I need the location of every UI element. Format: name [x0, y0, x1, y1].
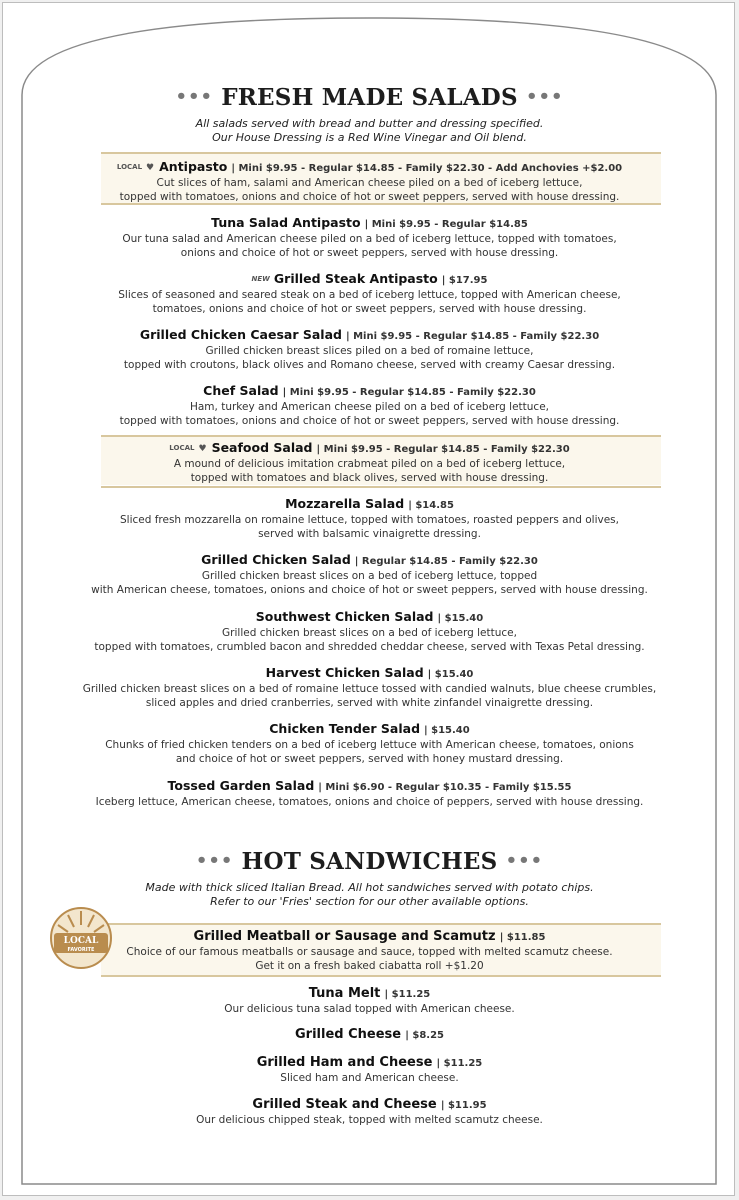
item-name: Chef Salad	[203, 383, 279, 398]
item-desc: Iceberg lettuce, American cheese, tomatoes, onions and choice of peppers, served with house dressing.	[95, 796, 644, 808]
item-desc: Sliced ham and American cheese.	[280, 1072, 459, 1084]
item-name: Tossed Garden Salad	[167, 778, 315, 793]
menu-item-harvest-chicken-salad	[0, 665, 739, 710]
item-desc: onions and choice of hot or sweet peppers, served with house dressing.	[180, 246, 559, 259]
item-price: | $15.40	[424, 725, 470, 736]
item-price: | $11.95	[440, 1100, 487, 1111]
menu-item-tuna-melt	[0, 986, 739, 1017]
item-name: Southwest Chicken Salad	[255, 609, 434, 624]
badge-text: FAVORITE	[67, 947, 95, 953]
item-name: Grilled Meatball or Sausage and Scamutz	[193, 929, 496, 944]
item-name: Grilled Cheese	[295, 1027, 402, 1042]
dots-left: •••	[175, 86, 213, 107]
item-desc: and choice of hot or sweet peppers, served with honey mustard dressing.	[175, 752, 564, 765]
item-desc: Cut slices of ham, salami and American cheese piled on a bed of iceberg lettuce,	[156, 177, 583, 189]
sandwiches-subtitle-line: Made with thick sliced Italian Bread. All hot sandwiches served with potato chips.	[145, 881, 594, 894]
item-price: | Mini $9.95 - Regular $14.85 - Family $22.30	[282, 387, 536, 398]
item-desc: Ham, turkey and American cheese piled on a bed of iceberg lettuce,	[189, 401, 550, 413]
item-name: Harvest Chicken Salad	[265, 665, 424, 680]
item-desc: Chunks of fried chicken tenders on a bed of iceberg lettuce with American cheese, tomatoes, onions	[105, 739, 634, 751]
badge-text: LOCAL	[63, 936, 99, 946]
item-price: | $17.95	[441, 275, 488, 286]
new-tag: NEW	[251, 275, 270, 283]
sandwiches-title: HOT SANDWICHES	[241, 848, 498, 875]
item-price: | Mini $9.95 - Regular $14.85 - Family $22.30 - Add Anchovies +$2.00	[231, 163, 623, 174]
item-price: | $15.40	[437, 613, 484, 624]
item-desc: with American cheese, tomatoes, onions and choice of hot or sweet peppers, served with house dressing.	[91, 583, 648, 596]
divider	[101, 435, 661, 437]
salads-subtitle-line: Our House Dressing is a Red Wine Vinegar and Oil blend.	[212, 131, 527, 144]
item-price: | $11.85	[499, 932, 546, 943]
salads-heading	[0, 84, 739, 111]
item-desc: served with balsamic vinaigrette dressing.	[258, 527, 481, 540]
item-price: | Mini $9.95 - Regular $14.85 - Family $22.30	[316, 444, 570, 455]
dots-left: •••	[195, 850, 234, 871]
item-name: Grilled Chicken Salad	[201, 552, 351, 567]
salads-subtitle-line: All salads served with bread and butter and dressing specified.	[195, 117, 544, 130]
menu-item-tuna-salad-antipasto	[0, 215, 739, 260]
heart-icon: ♥	[146, 163, 155, 173]
sandwiches-subtitle-line: Refer to our 'Fries' section for our other available options.	[210, 895, 529, 908]
menu-item-grilled-steak-antipasto	[0, 271, 739, 316]
menu-item-antipasto	[0, 159, 739, 204]
item-name: Seafood Salad	[211, 440, 313, 455]
menu-item-grilled-chicken-caesar-salad	[0, 327, 739, 372]
item-price: | $15.40	[427, 669, 474, 680]
item-price: | Mini $9.95 - Regular $14.85 - Family $22.30	[345, 331, 600, 342]
local-tag: LOCAL	[169, 444, 195, 452]
heart-icon: ♥	[198, 444, 207, 454]
item-price: | Regular $14.85 - Family $22.30	[354, 556, 538, 567]
salads-title: FRESH MADE SALADS	[221, 84, 518, 111]
item-desc: Get it on a fresh baked ciabatta roll +$1.20	[255, 959, 484, 972]
item-desc: topped with tomatoes and black olives, served with house dressing.	[190, 471, 549, 484]
item-name: Grilled Steak and Cheese	[252, 1097, 437, 1112]
item-desc: Our delicious tuna salad topped with American cheese.	[224, 1003, 515, 1015]
item-desc: Grilled chicken breast slices on a bed of romaine lettuce tossed with candied walnuts, blue cheese crumbles,	[82, 683, 657, 695]
item-desc: Our delicious chipped steak, topped with melted scamutz cheese.	[196, 1114, 543, 1126]
sandwiches-heading	[0, 848, 739, 875]
item-name: Grilled Ham and Cheese	[256, 1055, 433, 1070]
item-desc: Grilled chicken breast slices on a bed of iceberg lettuce, topped	[201, 570, 538, 582]
item-desc: topped with tomatoes, onions and choice of hot or sweet peppers, served with house dressing.	[119, 190, 620, 203]
divider	[101, 152, 661, 154]
item-name: Antipasto	[159, 159, 228, 174]
divider	[101, 975, 661, 977]
menu-item-grilled-chicken-salad	[0, 552, 739, 597]
item-price: | Mini $6.90 - Regular $10.35 - Family $15.55	[318, 782, 572, 793]
menu-item-grilled-meatball-or-sausage	[0, 929, 739, 973]
item-desc: Slices of seasoned and seared steak on a bed of iceberg lettuce, topped with American cheese,	[118, 289, 621, 301]
item-price: | Mini $9.95 - Regular $14.85	[364, 219, 528, 230]
divider	[101, 923, 661, 925]
item-desc: topped with tomatoes, onions and choice of hot or sweet peppers, served with house dressing.	[119, 414, 620, 427]
item-name: Mozzarella Salad	[285, 496, 405, 511]
item-price: | $14.85	[408, 500, 454, 511]
item-desc: Sliced fresh mozzarella on romaine lettuce, topped with tomatoes, roasted peppers and olives,	[119, 514, 619, 526]
item-desc: Our tuna salad and American cheese piled on a bed of iceberg lettuce, topped with tomatoes,	[122, 233, 617, 245]
item-name: Grilled Steak Antipasto	[273, 271, 438, 286]
divider	[101, 486, 661, 488]
menu-item-grilled-ham-and-cheese	[0, 1055, 739, 1086]
menu-item-mozzarella-salad	[0, 496, 739, 541]
item-desc: Grilled chicken breast slices on a bed of iceberg lettuce,	[222, 627, 517, 639]
item-price: | $8.25	[405, 1030, 444, 1041]
local-tag: LOCAL	[116, 163, 143, 171]
item-name: Tuna Melt	[308, 986, 381, 1001]
menu-item-chef-salad	[0, 383, 739, 428]
item-name: Grilled Chicken Caesar Salad	[139, 327, 342, 342]
item-desc: topped with tomatoes, crumbled bacon and shredded cheddar cheese, served with Texas Petal dressing.	[94, 640, 645, 653]
item-name: Tuna Salad Antipasto	[211, 215, 361, 230]
item-price: | $11.25	[436, 1058, 483, 1069]
menu-item-chicken-tender-salad	[0, 721, 739, 766]
menu-item-southwest-chicken-salad	[0, 609, 739, 654]
item-name: Chicken Tender Salad	[269, 721, 421, 736]
item-desc: Grilled chicken breast slices piled on a bed of romaine lettuce,	[205, 345, 534, 357]
item-desc: tomatoes, onions and choice of hot or sweet peppers, served with house dressing.	[152, 302, 587, 315]
menu-item-seafood-salad	[0, 440, 739, 485]
menu-item-grilled-steak-and-cheese	[0, 1097, 739, 1128]
item-desc: Choice of our famous meatballs or sausage and sauce, topped with melted scamutz cheese.	[126, 946, 613, 958]
item-desc: sliced apples and dried cranberries, served with white zinfandel vinaigrette dressing.	[145, 696, 594, 709]
item-price: | $11.25	[384, 989, 431, 1000]
item-desc: topped with croutons, black olives and Romano cheese, served with creamy Caesar dressing.	[123, 358, 616, 371]
item-desc: A mound of delicious imitation crabmeat piled on a bed of iceberg lettuce,	[173, 458, 566, 470]
dots-right: •••	[525, 86, 564, 107]
menu-item-tossed-garden-salad	[0, 778, 739, 810]
dots-right: •••	[505, 850, 544, 871]
menu-item-grilled-cheese	[0, 1027, 739, 1044]
salads-subtitle	[0, 117, 739, 145]
